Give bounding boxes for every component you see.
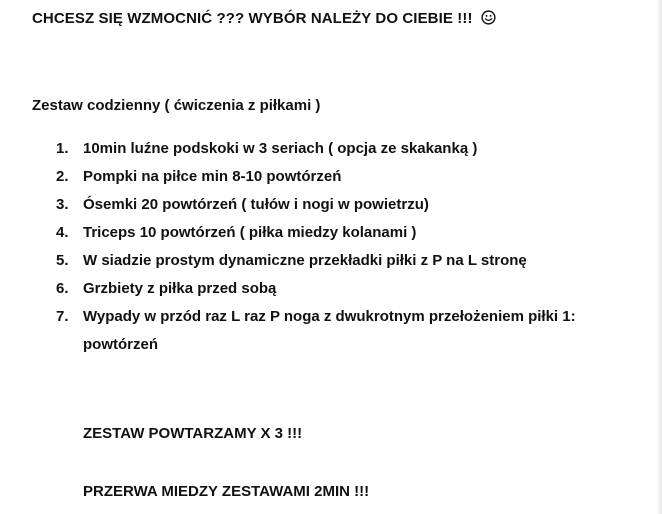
list-item-text: Grzbiety z piłka przed sobą	[83, 280, 277, 297]
list-item-number: 6.	[56, 280, 69, 297]
pause-note: PRZERWA MIEDZY ZESTAWAMI 2MIN !!!	[83, 483, 370, 500]
list-item-text: Triceps 10 powtórzeń ( piłka miedzy kolanami )	[83, 224, 417, 241]
list-item-text: Ósemki 20 powtórzeń ( tułów i nogi w powietrzu)	[83, 196, 429, 213]
list-item-text-line: Wypady w przód raz L raz P noga z dwukrotnym przełożeniem piłki 1:	[83, 308, 576, 325]
repeat-note: ZESTAW POWTARZAMY X 3 !!!	[83, 425, 303, 442]
heading-text: CHCESZ SIĘ WZMOCNIĆ ??? WYBÓR NALEŻY DO CIEBIE !!!	[32, 10, 473, 27]
list-item-number: 7.	[56, 308, 69, 325]
list-item-number: 1.	[56, 140, 69, 157]
list-item-text: 10min luźne podskoki w 3 seriach ( opcja ze skakanką )	[83, 140, 478, 157]
list-item-number: 4.	[56, 224, 69, 241]
list-item-text-line: powtórzeń	[83, 336, 158, 353]
list-item-text	[83, 308, 662, 364]
list-item-number: 3.	[56, 196, 69, 213]
list-item-text: Pompki na piłce min 8-10 powtórzeń	[83, 168, 342, 185]
smiley-icon	[481, 10, 496, 29]
page-edge	[656, 0, 662, 514]
section-title: Zestaw codzienny ( ćwiczenia z piłkami )	[32, 97, 321, 114]
list-item-number: 5.	[56, 252, 69, 269]
list-item-number: 2.	[56, 168, 69, 185]
list-item-text: W siadzie prostym dynamiczne przekładki piłki z P na L stronę	[83, 252, 527, 269]
document-heading	[32, 10, 496, 29]
